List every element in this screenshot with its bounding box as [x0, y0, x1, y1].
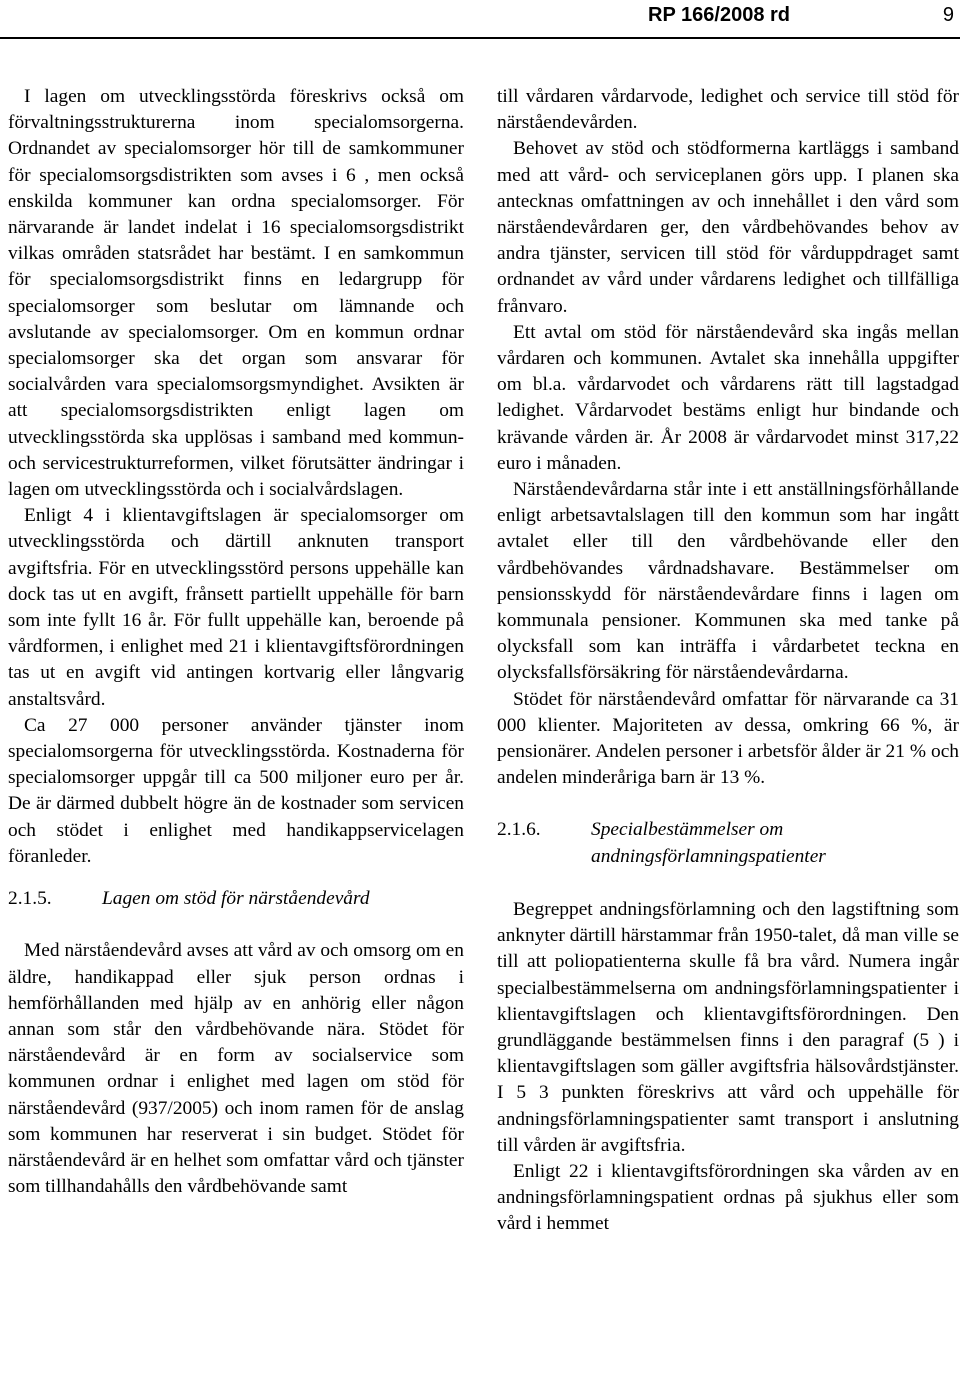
paragraph: Enligt 22 i klientavgiftsförordningen ska vården av en andningsförlamningspatient ordnas på sjukhus eller som vård i hemmet: [497, 1160, 959, 1235]
section-number: 2.1.6.: [497, 819, 541, 841]
section-title: Specialbestämmelser om andningsförlamningspatienter: [591, 819, 826, 867]
paragraph: I lagen om utvecklingsstörda föreskrivs också om förvaltningsstrukturerna inom specialomsorgerna. Ordnandet av specialomsorger hör till de samkommuner för specialomsorgsdistrikten som avses i 6 , men också enskilda kommuner kan ordna specialomsorger. För närvarande är landet indelat i 16 specialomsorgsdistrikt vilkas områden statsrådet har bestämt. I en samkommun för specialomsorgsdistrikt finns en ledargrupp för specialomsorger som beslutar om lämnande och avslutande av specialomsorger. Om en kommun ordnar specialomsorger ska det organ som ansvarar för socialvården vara specialomsorgsmyndighet. Avsikten är att specialomsorgsdistrikten enligt lagen om utvecklingsstörda ska upplösas i samband med kommun- och servicestrukturreformen, vilket förutsätter ändringar i lagen om utvecklingsstörda och i socialvårdslagen.: [8, 86, 464, 501]
right-column: [497, 84, 959, 1238]
document-reference: RP 166/2008 rd: [648, 4, 790, 26]
header-rule: [0, 37, 960, 39]
paragraph: Begreppet andningsförlamning och den lagstiftning som anknyter därtill härstammar från 1950-talet, då man ville se till att poliopatienterna skulle få bra vård. Numera ingår specialbestämmelserna om andningsförlamningspatienter i klientavgiftslagen och klientavgiftsförordningen. Den grundläggande bestämmelsen finns i den paragraf (5 ) i klientavgiftslagen som gäller avgiftsfria hälsovårdstjänster. I 5 3 punkten föreskrivs att vård och uppehälle för andningsförlamningspatienter samt transport i anslutning till vården är avgiftsfria.: [497, 898, 959, 1156]
paragraph: Stödet för närståendevård omfattar för närvarande ca 31 000 klienter. Majoriteten av dessa, omkring 66 %, är pensionärer. Andelen personer i arbetsför ålder är 21 % och andelen minderåriga barn är 13 %.: [497, 688, 959, 789]
section-heading-2-1-6: [497, 817, 959, 869]
section-number: 2.1.5.: [8, 888, 52, 910]
page-number: 9: [942, 4, 954, 26]
continued-paragraph: till vårdaren vårdarvode, ledighet och service till stöd för närståendevården.: [497, 86, 959, 134]
left-column: [8, 84, 464, 1200]
page-header: [0, 0, 960, 40]
section-heading-2-1-5: [8, 886, 464, 912]
paragraph: Ett avtal om stöd för närståendevård ska ingås mellan vårdaren och kommunen. Avtalet ska innehålla uppgifter om bl.a. vårdarvodet och vårdarens rätt till lagstadgad ledighet. Vårdarvodet bestäms enligt hur bindande och krävande vården är. År 2008 är vårdarvodet minst 317,22 euro i månaden.: [497, 321, 959, 474]
paragraph: Enligt 4 i klientavgiftslagen är specialomsorger om utvecklingsstörda och därtill anknuten transport avgiftsfria. För en utvecklingsstörd persons uppehälle kan dock tas ut en avgift, frånsett partiellt uppehälle för barn som inte fyllt 16 år. För fullt uppehälle kan, beroende på vårdformen, i enlighet med 21 i klientavgiftsförordningen tas ut en avgift vid antingen kortvarig eller långvarig anstaltsvård.: [8, 505, 464, 710]
paragraph: Närståendevårdarna står inte i ett anställningsförhållande enligt arbetsavtalslagen till den kommun som har ingått avtalet eller till den vårdbehövande eller den vårdbehövandes vårdnadshavare. Bestämmelser om pensionsskydd för närståendevårdare finns i lagen om kommunala pensioner. Kommunen ska med tanke på olycksfall som kan inträffa i vårdarbetet teckna en olycksfallsförsäkring för närståendevårdarna.: [497, 479, 959, 684]
paragraph: Med närståendevård avses att vård av och omsorg om en äldre, handikappad eller sjuk person ordnas i hemförhållanden med hjälp av en anhörig eller någon annan som står den vårdbehövande nära. Stödet för närståendevård är en form av socialservice som kommunen ordnar i enlighet med lagen om stöd för närståendevård (937/2005) och inom ramen för de anslag som kommunen har reserverat i sin budget. Stödet för närståendevård är en helhet som omfattar vård och tjänster som tillhandahålls den vårdbehövande samt: [8, 940, 464, 1198]
paragraph: Ca 27 000 personer använder tjänster inom specialomsorgerna för utvecklingsstörda. Kostnaderna för specialomsorger uppgår till ca 500 miljoner euro per år. De är därmed dubbelt högre än de kostnader som servicen och stödet i enlighet med handikappservicelagen föranleder.: [8, 714, 464, 867]
paragraph: Behovet av stöd och stödformerna kartläggs i samband med att vård- och serviceplanen görs upp. I planen ska antecknas omfattningen av och innehållet i den vård som närståendevårdaren ger, den vårdbehövandes behov av andra tjänster, servicen till stöd för vårduppdraget samt ordnandet av vård under vårdarens ledighet och tillfälliga frånvaro.: [497, 138, 959, 317]
section-title: Lagen om stöd för närståendevård: [102, 888, 370, 910]
